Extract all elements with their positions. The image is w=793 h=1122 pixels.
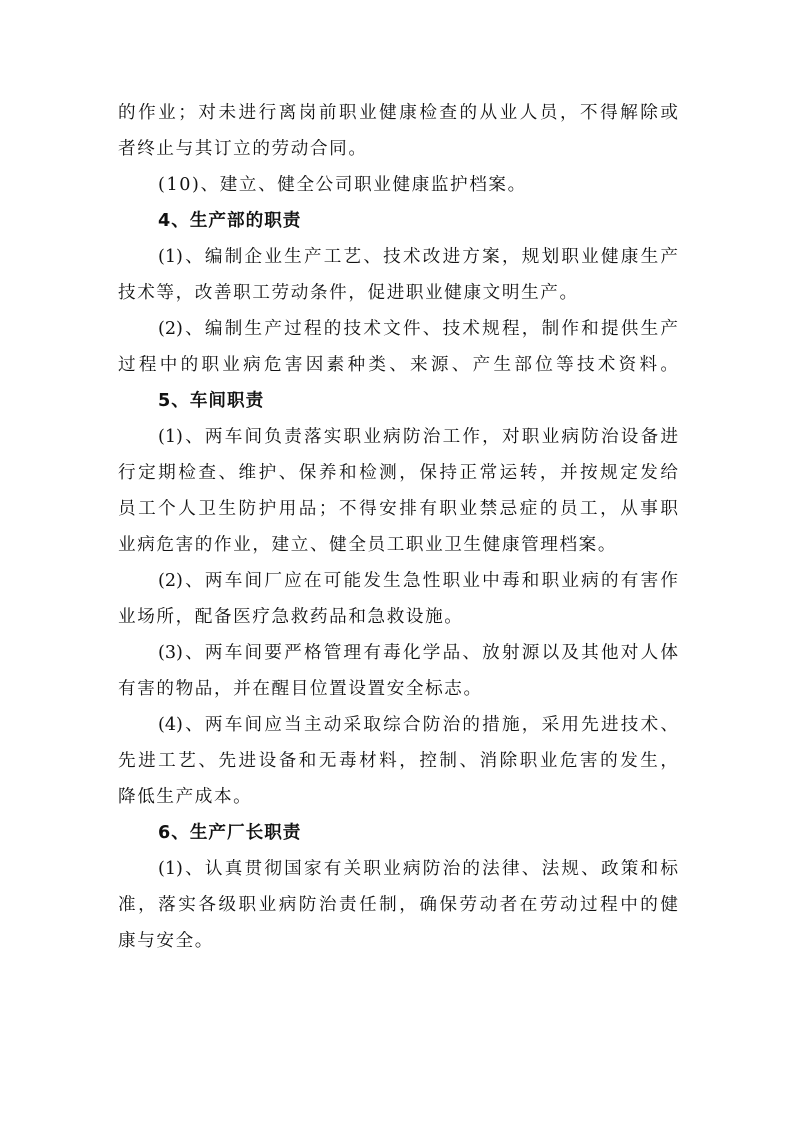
paragraph-line: 康与安全。	[118, 931, 214, 951]
paragraph-line: 有害的物品，并在醒目位置设置安全标志。	[118, 679, 483, 699]
paragraph-line: (1)、编制企业生产工艺、技术改进方案，规划职业健康生产	[158, 247, 678, 267]
paragraph-line: 者终止与其订立的劳动合同。	[118, 139, 368, 159]
paragraph-line: 行定期检查、维护、保养和检测，保持正常运转，并按规定发给	[118, 463, 678, 483]
paragraph-line: 技术等，改善职工劳动条件，促进职业健康文明生产。	[118, 283, 579, 303]
paragraph-line: 业场所，配备医疗急救药品和急救设施。	[118, 607, 464, 627]
paragraph-line: 员工个人卫生防护用品；不得安排有职业禁忌症的员工，从事职	[118, 499, 678, 519]
section-heading: 4、生产部的职责	[158, 211, 302, 231]
paragraph-line: (1)、两车间负责落实职业病防治工作，对职业病防治设备进	[158, 427, 678, 447]
paragraph-line: 降低生产成本。	[118, 787, 253, 807]
paragraph-line: 过程中的职业病危害因素种类、来源、产生部位等技术资料。	[118, 355, 678, 375]
paragraph-line: 的作业；对未进行离岗前职业健康检查的从业人员，不得解除或	[118, 103, 678, 123]
paragraph-line: (3)、两车间要严格管理有毒化学品、放射源以及其他对人体	[158, 643, 678, 663]
paragraph-line: (4)、两车间应当主动采取综合防治的措施，采用先进技术、	[158, 715, 678, 735]
section-heading: 6、生产厂长职责	[158, 823, 302, 843]
paragraph-line: 业病危害的作业，建立、健全员工职业卫生健康管理档案。	[118, 535, 618, 555]
paragraph-line: (2)、两车间厂应在可能发生急性职业中毒和职业病的有害作	[158, 571, 678, 591]
paragraph-line: (1)、认真贯彻国家有关职业病防治的法律、法规、政策和标	[158, 859, 678, 879]
paragraph-line: (2)、编制生产过程的技术文件、技术规程，制作和提供生产	[158, 319, 678, 339]
paragraph-line: 先进工艺、先进设备和无毒材料，控制、消除职业危害的发生，	[118, 751, 678, 771]
paragraph-line: (10)、建立、健全公司职业健康监护档案。	[158, 175, 527, 195]
paragraph-line: 准，落实各级职业病防治责任制，确保劳动者在劳动过程中的健	[118, 895, 678, 915]
section-heading: 5、车间职责	[158, 391, 265, 411]
